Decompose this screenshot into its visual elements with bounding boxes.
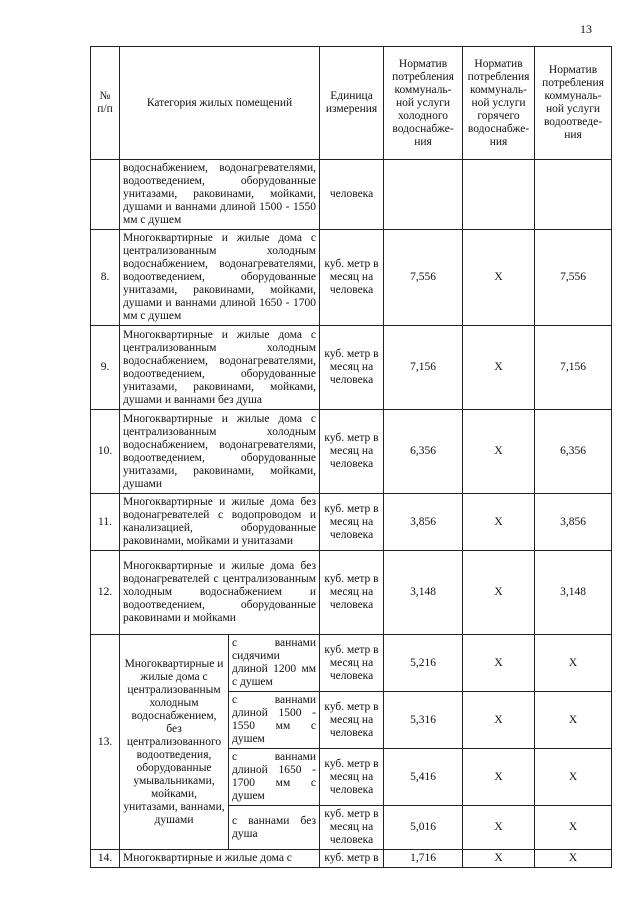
row-unit: куб. метр в месяц на человека bbox=[320, 551, 384, 635]
row-drain: 7,156 bbox=[535, 326, 612, 410]
table-row bbox=[91, 410, 612, 494]
row-unit: человека bbox=[320, 160, 384, 230]
row-cold: 7,156 bbox=[384, 326, 463, 410]
row-unit: куб. метр в месяц на человека bbox=[320, 230, 384, 326]
header-hot-water: Норматив потребления коммуналь-ной услуги горячего водоснабже-ния bbox=[463, 47, 535, 160]
row-drain: X bbox=[535, 806, 612, 850]
row-num: 12. bbox=[91, 551, 120, 635]
row-drain: X bbox=[535, 635, 612, 692]
row-num: 14. bbox=[91, 850, 120, 868]
row-category: Многоквартирные и жилые дома с bbox=[120, 850, 320, 868]
row-cold: 5,216 bbox=[384, 635, 463, 692]
row-drain: 3,148 bbox=[535, 551, 612, 635]
row-subcategory: с ваннами без душа bbox=[229, 806, 320, 850]
row-cold bbox=[384, 160, 463, 230]
row-cold: 3,148 bbox=[384, 551, 463, 635]
row-num: 10. bbox=[91, 410, 120, 494]
row-unit: куб. метр в месяц на человека bbox=[320, 410, 384, 494]
row-category: Многоквартирные и жилые дома без водонагревателей с водопроводом и канализацией, оборудованные раковинами, мойками и унитазами bbox=[120, 494, 320, 551]
row-unit: куб. метр в месяц на человека bbox=[320, 635, 384, 692]
row-cold: 5,316 bbox=[384, 692, 463, 749]
table-row bbox=[91, 635, 612, 692]
row-drain: X bbox=[535, 850, 612, 868]
page-number: 13 bbox=[580, 22, 592, 36]
table-row bbox=[91, 850, 612, 868]
row-category: водоснабжением, водонагревателями, водоотведением, оборудованные унитазами, раковинами, мойками, душами и ваннами длиной 1500 - 1550 мм с душем bbox=[120, 160, 320, 230]
row-hot: X bbox=[463, 230, 535, 326]
row-hot: X bbox=[463, 635, 535, 692]
row-hot: X bbox=[463, 692, 535, 749]
header-category: Категория жилых помещений bbox=[120, 47, 320, 160]
row-unit: куб. метр в месяц на человека bbox=[320, 326, 384, 410]
row-cold: 1,716 bbox=[384, 850, 463, 868]
row-hot: X bbox=[463, 551, 535, 635]
row-num: 8. bbox=[91, 230, 120, 326]
row-hot: X bbox=[463, 749, 535, 806]
header-drainage: Норматив потребления коммуналь-ной услуги водоотведе-ния bbox=[535, 47, 612, 160]
row-cold: 5,416 bbox=[384, 749, 463, 806]
row-category: Многоквартирные и жилые дома без водонагревателей с централизованным холодным водоснабжением и водоотведением, оборудованные раковинами и мойками bbox=[120, 551, 320, 635]
row-num: 11. bbox=[91, 494, 120, 551]
row-drain: 3,856 bbox=[535, 494, 612, 551]
row-subcategory: с ваннами длиной 1500 - 1550 мм с душем bbox=[229, 692, 320, 749]
row-cold: 3,856 bbox=[384, 494, 463, 551]
header-unit: Единица измерения bbox=[320, 47, 384, 160]
row-unit: куб. метр в месяц на человека bbox=[320, 749, 384, 806]
table-row bbox=[91, 230, 612, 326]
header-num: № п/п bbox=[91, 47, 120, 160]
row-category: Многоквартирные и жилые дома с централизованным холодным водоснабжением, без централизованного водоотведения, оборудованные умывальниками, мойками, унитазами, ваннами, душами bbox=[120, 635, 229, 850]
row-cold: 7,556 bbox=[384, 230, 463, 326]
norms-table bbox=[90, 46, 612, 868]
row-drain bbox=[535, 160, 612, 230]
row-unit: куб. метр в месяц на человека bbox=[320, 692, 384, 749]
table-row bbox=[91, 160, 612, 230]
row-cold: 5,016 bbox=[384, 806, 463, 850]
row-hot: X bbox=[463, 494, 535, 551]
table-row bbox=[91, 326, 612, 410]
table-row bbox=[91, 494, 612, 551]
row-drain: 7,556 bbox=[535, 230, 612, 326]
row-category: Многоквартирные и жилые дома с централизованным холодным водоснабжением, водонагревателями, водоотведением, оборудованные унитазами, раковинами, мойками, душами и ваннами длиной 1650 - 1700 мм с душем bbox=[120, 230, 320, 326]
row-cold: 6,356 bbox=[384, 410, 463, 494]
row-num: 13. bbox=[91, 635, 120, 850]
row-category: Многоквартирные и жилые дома с централизованным холодным водоснабжением, водонагревателями, водоотведением, оборудованные унитазами, раковинами, мойками, душами и ваннами без душа bbox=[120, 326, 320, 410]
table-row bbox=[91, 551, 612, 635]
row-hot: X bbox=[463, 326, 535, 410]
row-drain: 6,356 bbox=[535, 410, 612, 494]
table-header-row bbox=[91, 47, 612, 160]
row-num: 9. bbox=[91, 326, 120, 410]
row-num bbox=[91, 160, 120, 230]
row-unit: куб. метр в bbox=[320, 850, 384, 868]
row-unit: куб. метр в месяц на человека bbox=[320, 806, 384, 850]
row-unit: куб. метр в месяц на человека bbox=[320, 494, 384, 551]
row-hot: X bbox=[463, 410, 535, 494]
row-category: Многоквартирные и жилые дома с централизованным холодным водоснабжением, водонагревателями, водоотведением, оборудованные унитазами, раковинами, мойками, душами bbox=[120, 410, 320, 494]
row-drain: X bbox=[535, 692, 612, 749]
row-hot: X bbox=[463, 806, 535, 850]
row-subcategory: с ваннами сидячими длиной 1200 мм с душем bbox=[229, 635, 320, 692]
row-subcategory: с ваннами длиной 1650 - 1700 мм с душем bbox=[229, 749, 320, 806]
header-cold-water: Норматив потребления коммуналь-ной услуги холодного водоснабже-ния bbox=[384, 47, 463, 160]
row-hot bbox=[463, 160, 535, 230]
row-drain: X bbox=[535, 749, 612, 806]
row-hot: X bbox=[463, 850, 535, 868]
